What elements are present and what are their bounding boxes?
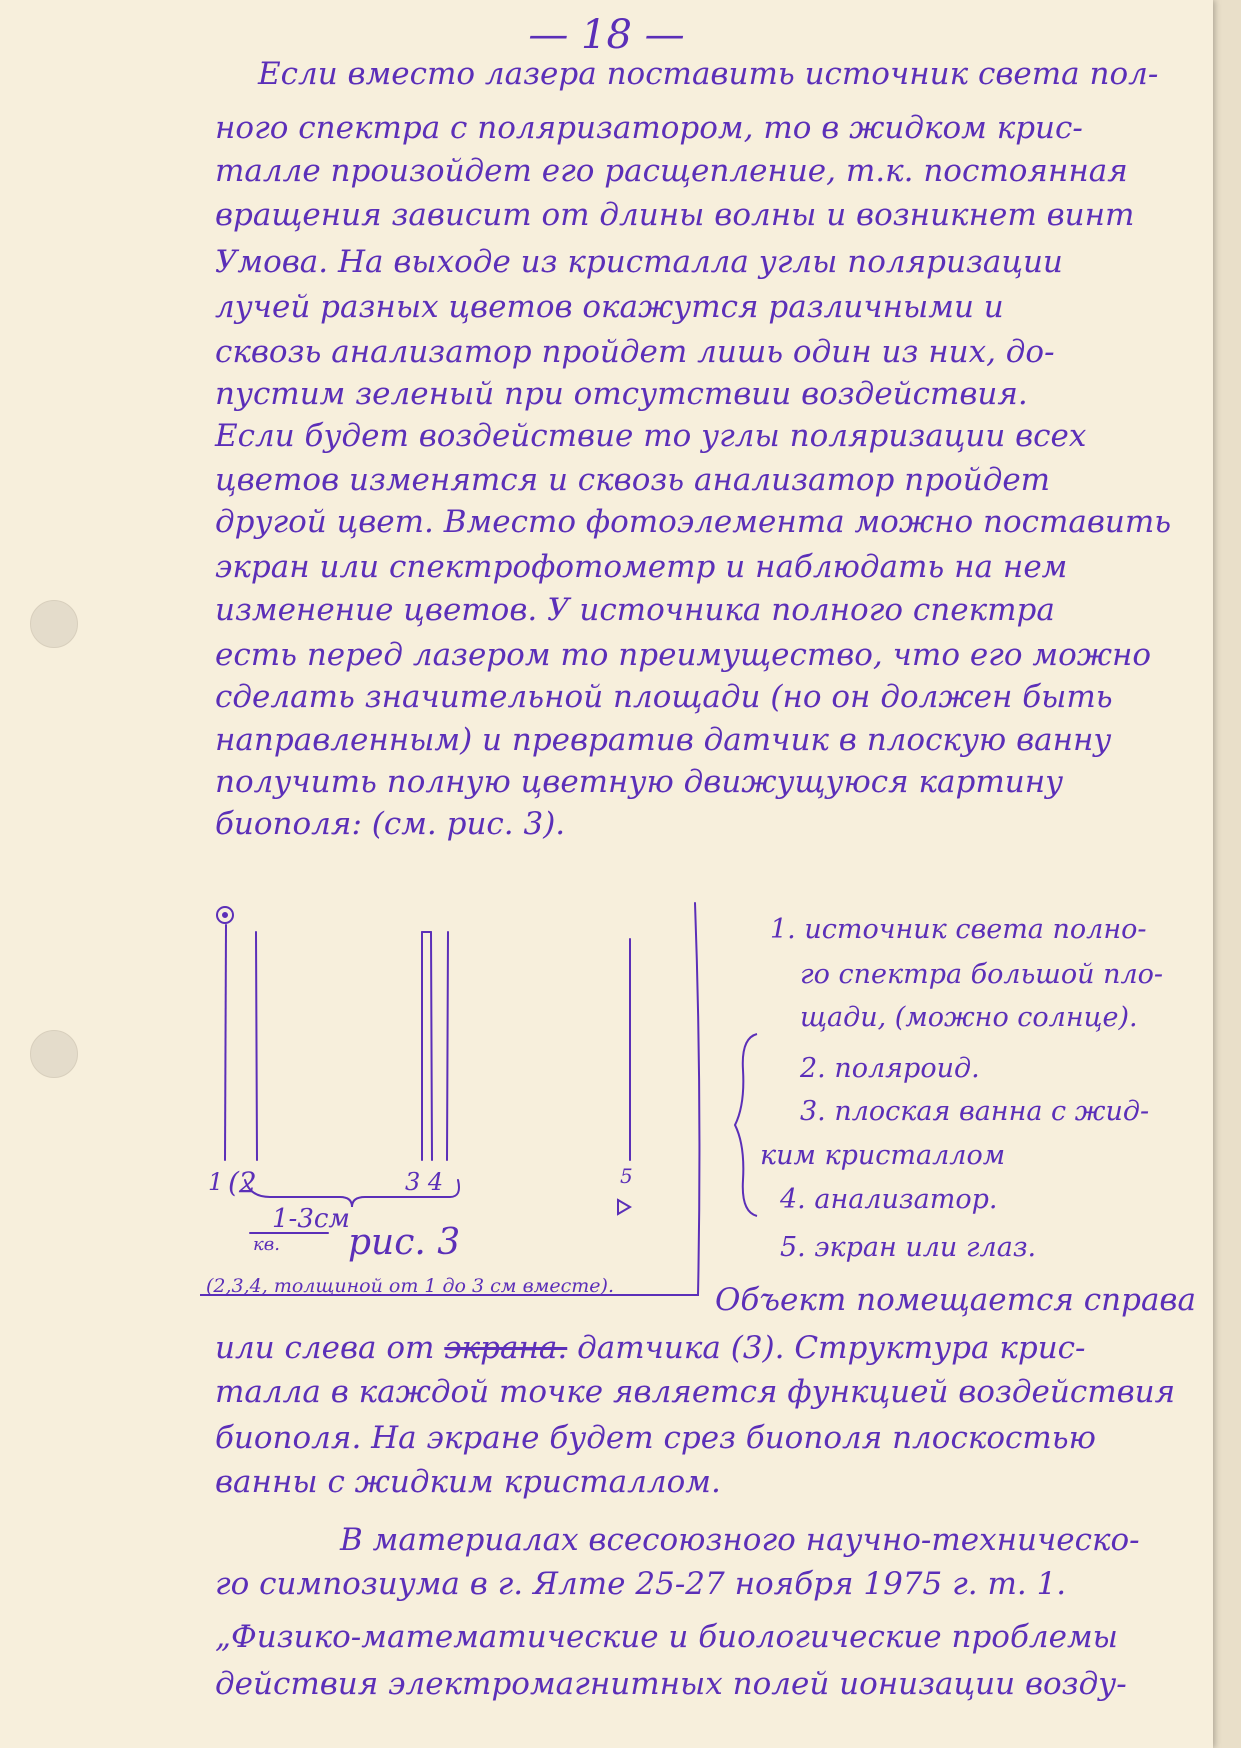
figure-caption: рис. 3	[348, 1222, 461, 1263]
legend-item: ким кристаллом	[760, 1140, 1006, 1171]
text-fragment: или слева от	[215, 1330, 435, 1366]
legend-item: 5. экран или глаз.	[780, 1232, 1037, 1263]
text-line: „Физико-математические и биологические проблемы	[215, 1619, 1118, 1655]
eye-symbol	[618, 1200, 630, 1214]
figure-label-5: 5	[620, 1164, 633, 1188]
figure-units-label: кв.	[253, 1234, 280, 1255]
text-line: изменение цветов. У источника полного спектра	[215, 592, 1055, 628]
text-line: го симпозиума в г. Ялте 25-27 ноября 1975 г. т. 1.	[215, 1566, 1067, 1602]
figure-distance-label: 1-3см	[272, 1204, 350, 1234]
text-line: талла в каждой точке является функцией воздействия	[215, 1374, 1176, 1410]
text-line: ного спектра с поляризатором, то в жидком крис-	[215, 110, 1083, 146]
text-line: талле произойдет его расщепление, т.к. постоянная	[215, 153, 1128, 189]
text-line: сделать значительной площади (но он должен быть	[215, 679, 1113, 715]
text-line-with-correction	[215, 1326, 1200, 1370]
figure-note: (2,3,4, толщиной от 1 до 3 см вместе).	[206, 1275, 614, 1297]
figure-label-1: 1	[208, 1168, 224, 1196]
legend-item: 2. поляроид.	[800, 1053, 980, 1084]
text-line: Объект помещается справа	[715, 1282, 1196, 1318]
text-line: другой цвет. Вместо фотоэлемента можно поставить	[215, 504, 1172, 540]
text-line: направленным) и превратив датчик в плоскую ванну	[215, 722, 1112, 758]
text-line: В материалах всесоюзного научно-техническо-	[340, 1522, 1140, 1558]
cell-wall-right	[431, 932, 432, 1160]
text-line: вращения зависит от длины волны и возникнет винт	[215, 197, 1135, 233]
struck-word: экрана.	[444, 1330, 568, 1366]
text-line: экран или спектрофотометр и наблюдать на нем	[215, 549, 1068, 585]
light-source-plate	[225, 925, 226, 1160]
punch-hole	[30, 600, 78, 648]
legend-item: 4. анализатор.	[780, 1184, 998, 1215]
legend-brace	[733, 1030, 761, 1220]
text-line: биополя: (см. рис. 3).	[215, 806, 566, 842]
text-line: ванны с жидким кристаллом.	[215, 1464, 721, 1500]
text-line: получить полную цветную движущуюся картину	[215, 764, 1064, 800]
text-line: есть перед лазером то преимущество, что его можно	[215, 637, 1152, 673]
punch-hole	[30, 1030, 78, 1078]
text-line: Умова. На выходе из кристалла углы поляризации	[215, 244, 1063, 280]
text-line: пустим зеленый при отсутствии воздействия.	[215, 376, 1028, 412]
text-line: цветов изменятся и сквозь анализатор пройдет	[215, 462, 1051, 498]
legend-item: 3. плоская ванна с жид-	[800, 1096, 1150, 1127]
page-number: — 18 —	[528, 12, 685, 58]
text-line: биополя. На экране будет срез биополя плоскостью	[215, 1420, 1096, 1456]
text-line: Если вместо лазера поставить источник света пол-	[258, 56, 1159, 92]
text-line: сквозь анализатор пройдет лишь один из них, до-	[215, 334, 1055, 370]
text-line: лучей разных цветов окажутся различными и	[215, 289, 1004, 325]
text-fragment: датчика (3). Структура крис-	[577, 1330, 1086, 1366]
figure-label-2: (2	[228, 1166, 257, 1199]
figure-label-34: 3 4	[405, 1168, 444, 1196]
text-line: Если будет воздействие то углы поляризации всех	[215, 418, 1087, 454]
text-line: действия электромагнитных полей ионизации возду-	[215, 1666, 1127, 1702]
polaroid-plate	[256, 932, 257, 1160]
legend-item: щади, (можно солнце).	[800, 1002, 1138, 1033]
legend-item: го спектра большой пло-	[800, 959, 1164, 990]
legend-item: 1. источник света полно-	[770, 914, 1147, 945]
analyzer-plate	[447, 932, 448, 1160]
